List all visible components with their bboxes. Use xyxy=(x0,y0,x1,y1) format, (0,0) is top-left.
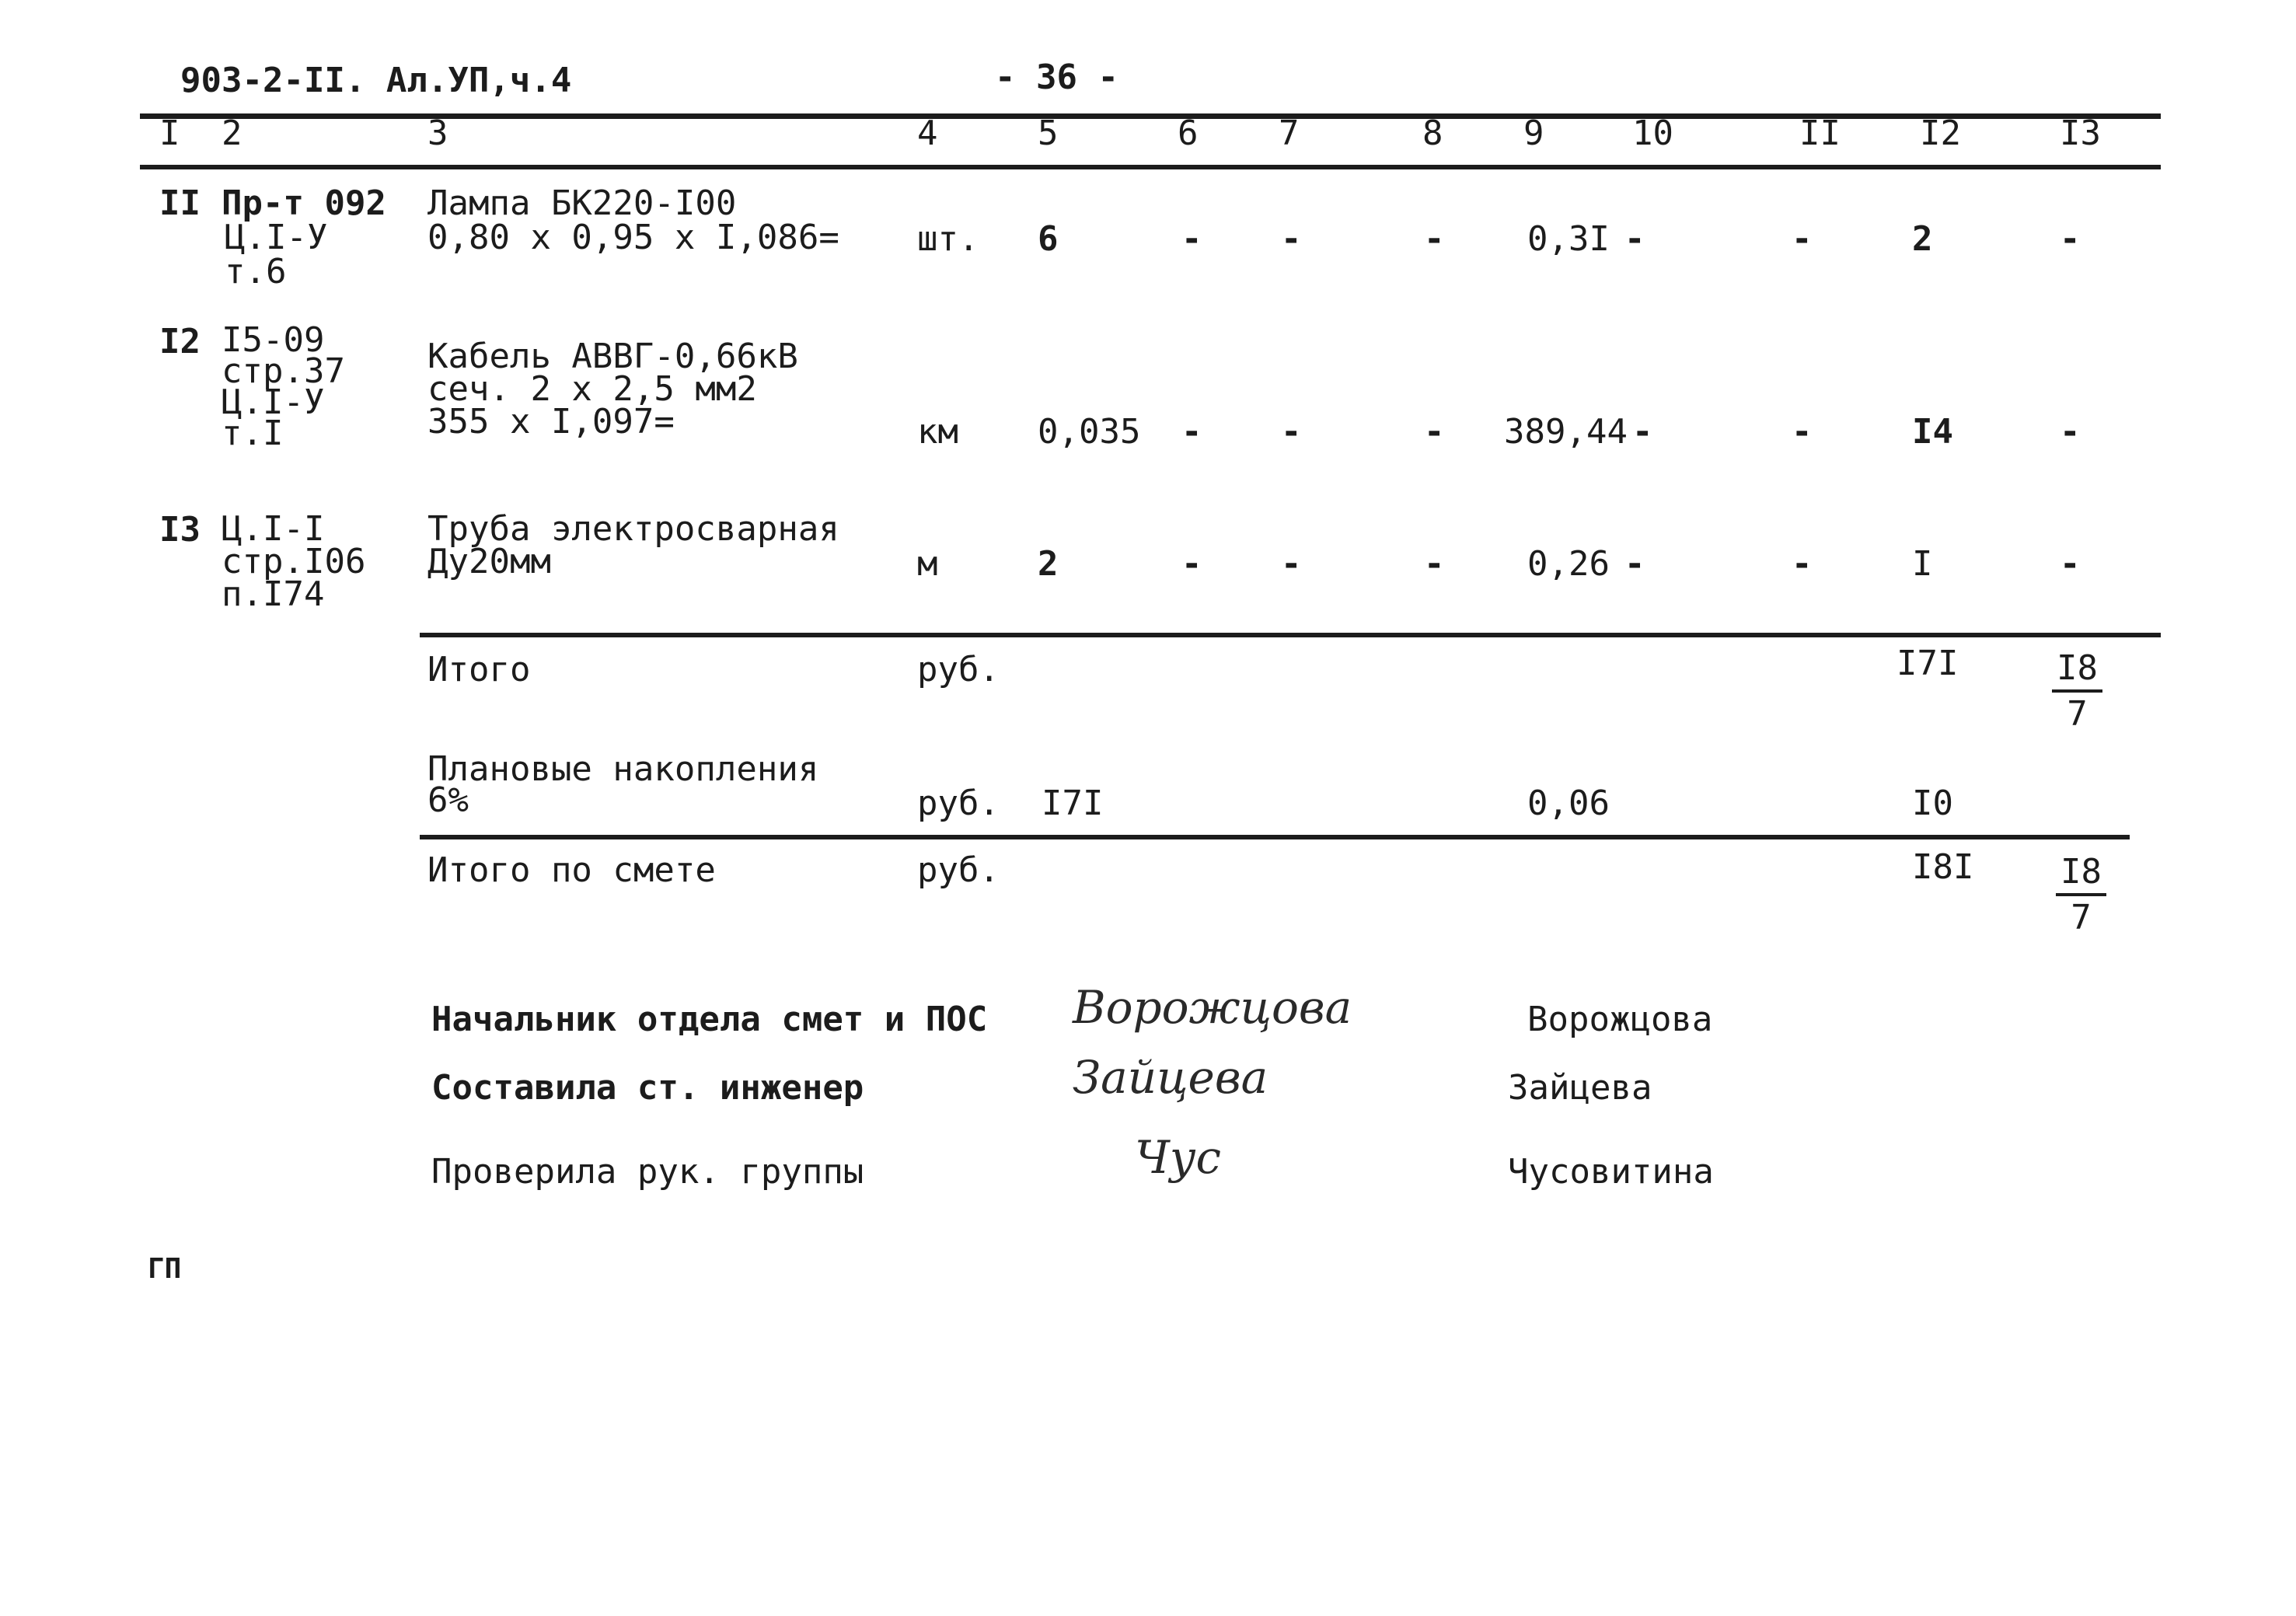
row-col5: 2 xyxy=(1038,544,1059,584)
signature-role: Проверила рук. группы xyxy=(431,1152,864,1192)
row-col6: - xyxy=(1181,412,1202,452)
row-description: Труба электросварная Ду20мм xyxy=(427,509,839,581)
row-col7: - xyxy=(1281,412,1302,452)
document-code: 903-2-II. Ал.УП,ч.4 xyxy=(180,61,572,100)
handwritten-signature: Ворожцова xyxy=(1073,981,1352,1034)
row-col7: - xyxy=(1281,219,1302,259)
handwritten-signature: Зайцева xyxy=(1073,1051,1268,1104)
col-number-12: I2 xyxy=(1920,113,1961,153)
row-col11: - xyxy=(1792,219,1813,259)
grand-total-col12: I8I xyxy=(1912,847,1974,887)
col-number-3: 3 xyxy=(427,113,448,153)
col-number-7: 7 xyxy=(1279,113,1300,153)
signatory-name: Ворожцова xyxy=(1527,1000,1713,1039)
row-unit: км xyxy=(917,412,958,452)
row-col13: - xyxy=(2060,544,2081,584)
signatory-name: Чусовитина xyxy=(1508,1152,1714,1192)
subtotal-col12: I7I xyxy=(1896,644,1959,683)
row-col6: - xyxy=(1181,219,1202,259)
subtotal-label: Итого xyxy=(427,650,531,689)
row-basis: Пр-т 092 Ц.I-У т.6 xyxy=(222,183,386,291)
col-number-2: 2 xyxy=(222,113,243,153)
col-number-4: 4 xyxy=(917,113,938,153)
col-number-13: I3 xyxy=(2060,113,2101,153)
accum-col12: I0 xyxy=(1912,784,1953,823)
accum-label: Плановые накопления 6% xyxy=(427,749,819,820)
row-description: Кабель АВВГ-0,66кВ сеч. 2 x 2,5 мм2 355 x I,097= xyxy=(427,337,798,442)
row-col5: 0,035 xyxy=(1038,412,1141,452)
row-col7: - xyxy=(1281,544,1302,584)
row-col13: - xyxy=(2060,219,2081,259)
col-number-8: 8 xyxy=(1422,113,1443,153)
row-num: I3 xyxy=(159,510,201,550)
grand-total-col13: $\frac{I8}{7}$ xyxy=(2056,850,2106,939)
col-number-11: II xyxy=(1799,113,1841,153)
accum-col9: 0,06 xyxy=(1527,784,1610,823)
row-col11: - xyxy=(1792,412,1813,452)
footer-mark: ГП xyxy=(148,1253,182,1285)
row-col8: - xyxy=(1424,412,1445,452)
row-col12: 2 xyxy=(1912,219,1933,259)
row-col5: 6 xyxy=(1038,219,1059,259)
col-number-1: I xyxy=(159,113,180,153)
row-col6: - xyxy=(1181,544,1202,584)
grand-total-rule xyxy=(420,835,2130,839)
row-col9: 0,3I xyxy=(1527,219,1610,259)
signatory-name: Зайцева xyxy=(1508,1068,1652,1108)
col-number-6: 6 xyxy=(1178,113,1199,153)
col-number-10: 10 xyxy=(1632,113,1673,153)
row-col10: - xyxy=(1624,544,1645,584)
row-col10: - xyxy=(1632,412,1653,452)
row-col8: - xyxy=(1424,219,1445,259)
row-unit: шт. xyxy=(917,219,979,259)
row-col12: I xyxy=(1912,544,1933,584)
subtotal-unit: руб. xyxy=(917,650,1000,689)
subtotal-rule xyxy=(420,633,2161,637)
row-basis: I5-09 стр.37 Ц.I-У т.I xyxy=(222,320,345,453)
row-col9: 389,44 xyxy=(1504,412,1628,452)
row-col13: - xyxy=(2060,412,2081,452)
row-num: I2 xyxy=(159,322,201,361)
row-num: II xyxy=(159,183,201,223)
signature-role: Начальник отдела смет и ПОС xyxy=(431,1000,988,1039)
page-number: - 36 - xyxy=(995,58,1118,97)
accum-col5: I7I xyxy=(1042,784,1104,823)
row-unit: м xyxy=(917,544,938,584)
col-number-9: 9 xyxy=(1523,113,1544,153)
handwritten-signature: Чус xyxy=(1135,1131,1221,1184)
header-bottom-rule xyxy=(140,165,2161,169)
row-description: Лампа БК220-I00 0,80 x 0,95 x I,086= xyxy=(427,183,839,257)
row-col10: - xyxy=(1624,219,1645,259)
row-col12: I4 xyxy=(1912,412,1953,452)
subtotal-col13: $\frac{I8}{7}$ xyxy=(2052,647,2102,735)
signature-role: Составила ст. инженер xyxy=(431,1068,864,1108)
grand-total-unit: руб. xyxy=(917,850,1000,890)
row-col11: - xyxy=(1792,544,1813,584)
row-col8: - xyxy=(1424,544,1445,584)
col-number-5: 5 xyxy=(1038,113,1059,153)
row-basis: Ц.I-I стр.I06 п.I74 xyxy=(222,509,366,614)
grand-total-label: Итого по смете xyxy=(427,850,716,890)
accum-unit: руб. xyxy=(917,784,1000,823)
row-col9: 0,26 xyxy=(1527,544,1610,584)
